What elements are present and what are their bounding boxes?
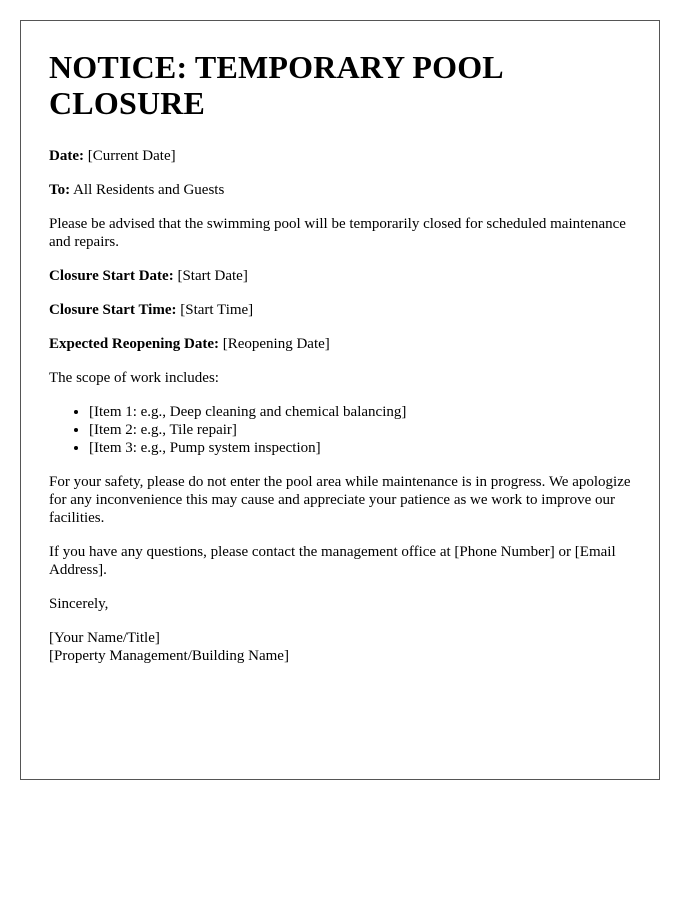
safety-paragraph: For your safety, please do not enter the pool area while maintenance is in progress. We apologize for any inconvenience this may cause and appreciate your patience as we work to improve our facilities. — [49, 474, 631, 526]
scope-item: • [Item 1: e.g., Deep cleaning and chemical balancing] — [89, 403, 631, 421]
closure-start-date-line — [49, 267, 631, 285]
intro-paragraph: Please be advised that the swimming pool will be temporarily closed for scheduled maintenance and repairs. — [49, 216, 626, 250]
closure-start-time-value: [Start Time] — [180, 302, 254, 318]
scope-item: • [Item 2: e.g., Tile repair] — [89, 421, 631, 439]
reopening-date-label: Expected Reopening Date: — [49, 336, 219, 352]
date-label: Date: — [49, 148, 84, 164]
scope-item: • [Item 3: e.g., Pump system inspection] — [89, 439, 631, 457]
recipient-label: To: — [49, 182, 71, 198]
signature-organization: [Property Management/Building Name] — [49, 648, 289, 664]
signature-block — [49, 629, 631, 665]
closure-start-time-label: Closure Start Time: — [49, 302, 177, 318]
recipient-line — [49, 181, 631, 199]
date-value: [Current Date] — [87, 148, 176, 164]
scope-intro: The scope of work includes: — [49, 370, 219, 386]
closure-start-time-line — [49, 301, 631, 319]
recipient-value: All Residents and Guests — [73, 182, 225, 198]
closure-start-date-value: [Start Date] — [177, 268, 248, 284]
closure-start-date-label: Closure Start Date: — [49, 268, 174, 284]
reopening-date-value: [Reopening Date] — [222, 336, 330, 352]
notice-title: NOTICE: TEMPORARY POOL CLOSURE — [49, 49, 503, 121]
reopening-date-line — [49, 335, 631, 353]
signature-name: [Your Name/Title] — [49, 630, 160, 646]
notice-document — [20, 20, 660, 780]
scope-list — [49, 403, 631, 457]
contact-paragraph: If you have any questions, please contact the management office at [Phone Number] or [Email Address]. — [49, 544, 616, 578]
closing-line: Sincerely, — [49, 596, 109, 612]
date-line — [49, 147, 631, 165]
